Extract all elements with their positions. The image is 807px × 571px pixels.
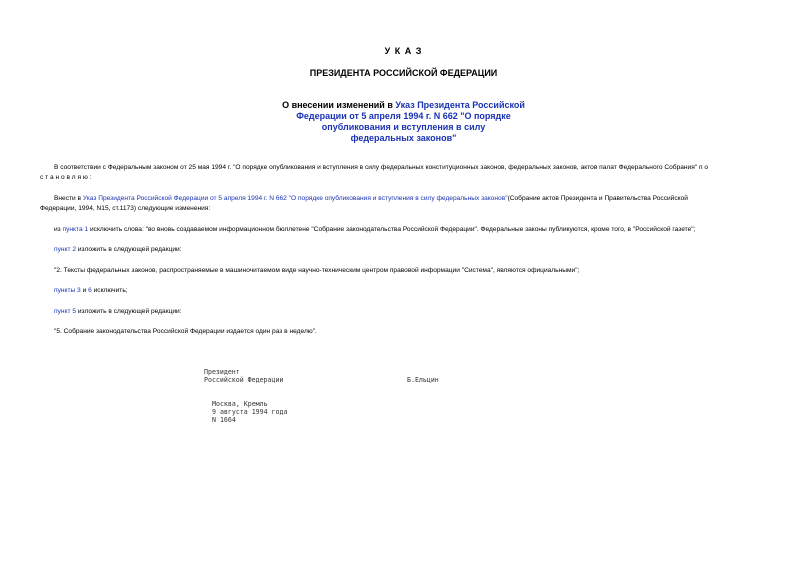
item-2-text: изложить в следующей редакции: xyxy=(76,246,182,253)
decree-662-body-link[interactable]: Указ Президента Российской Федерации от 5 апреля 1994 г. N 662 "О порядке опубликования и вступления в силу федеральных законов" xyxy=(82,195,508,202)
item-5-text: изложить в следующей редакции: xyxy=(76,308,182,315)
paragraph-amend-line-1 xyxy=(54,194,782,204)
paragraph-amend-prefix: Внести в xyxy=(54,195,83,202)
point-5-link[interactable]: пункт 5 xyxy=(54,308,76,315)
document-subtitle: ПРЕЗИДЕНТА РОССИЙСКОЙ ФЕДЕРАЦИИ xyxy=(309,68,498,78)
item-1-prefix: из xyxy=(54,226,63,233)
signature-name: Б.Ельцин xyxy=(407,376,439,384)
item-3-6-conj: и xyxy=(80,287,89,294)
paragraph-item-1 xyxy=(54,225,782,235)
signature-role-line-1: Президент xyxy=(204,368,240,376)
heading-line-3[interactable]: опубликования и вступления в силу xyxy=(321,122,486,132)
signature-date: 9 августа 1994 года xyxy=(212,408,288,416)
paragraph-amend-line-2: Федерации, 1994, N15, ст.1173) следующие изменения: xyxy=(40,205,211,212)
paragraph-quote-2: "2. Тексты федеральных законов, распространяемые в машиночитаемом виде научно-техническим центром правовой информации "Система", являются официальными"; xyxy=(54,267,580,274)
item-3-6-text: исключить; xyxy=(91,287,128,294)
heading-line-2[interactable]: Федерации от 5 апреля 1994 г. N 662 "О порядке xyxy=(296,111,511,121)
heading-line-4[interactable]: федеральных законов" xyxy=(350,133,457,143)
signature-place: Москва, Кремль xyxy=(212,400,268,408)
signature-role-line-2: Российской Федерации xyxy=(204,376,284,384)
paragraph-preamble-line-2: с т а н о в л я ю : xyxy=(40,174,92,181)
document-title: У К А З xyxy=(384,46,423,56)
paragraph-quote-5: "5. Собрание законодательства Российской Федерации издается один раз в неделю". xyxy=(54,328,317,335)
paragraph-amend-rest: (Собрание актов Президента и Правительства Российской xyxy=(507,195,688,202)
paragraph-item-2 xyxy=(54,245,782,255)
signature-number: N 1664 xyxy=(212,416,236,424)
paragraph-item-3-6 xyxy=(54,286,782,296)
paragraph-preamble-line-1: В соответствии с Федеральным законом от 25 мая 1994 г. "О порядке опубликования и вступления в силу федеральных конституционных законов, федеральных законов, актов палат Федерального Собрания" п о xyxy=(54,164,709,171)
point-2-link[interactable]: пункт 2 xyxy=(54,246,76,253)
heading-prefix: О внесении изменений в xyxy=(282,100,396,110)
point-1-link[interactable]: пункта 1 xyxy=(62,226,89,233)
item-1-text: исключить слова: "во вновь создаваемом информационном бюллетене "Собрание законодательства Российской Федерации". Федеральные законы публикуются, кроме того, в "Российской газете"; xyxy=(88,226,696,233)
paragraph-item-5 xyxy=(54,307,782,317)
heading-line-1 xyxy=(0,100,807,111)
point-6-link[interactable]: 6 xyxy=(88,287,92,294)
point-3-link[interactable]: пункты 3 xyxy=(54,287,81,294)
decree-662-link[interactable]: Указ Президента Российской xyxy=(395,100,525,110)
